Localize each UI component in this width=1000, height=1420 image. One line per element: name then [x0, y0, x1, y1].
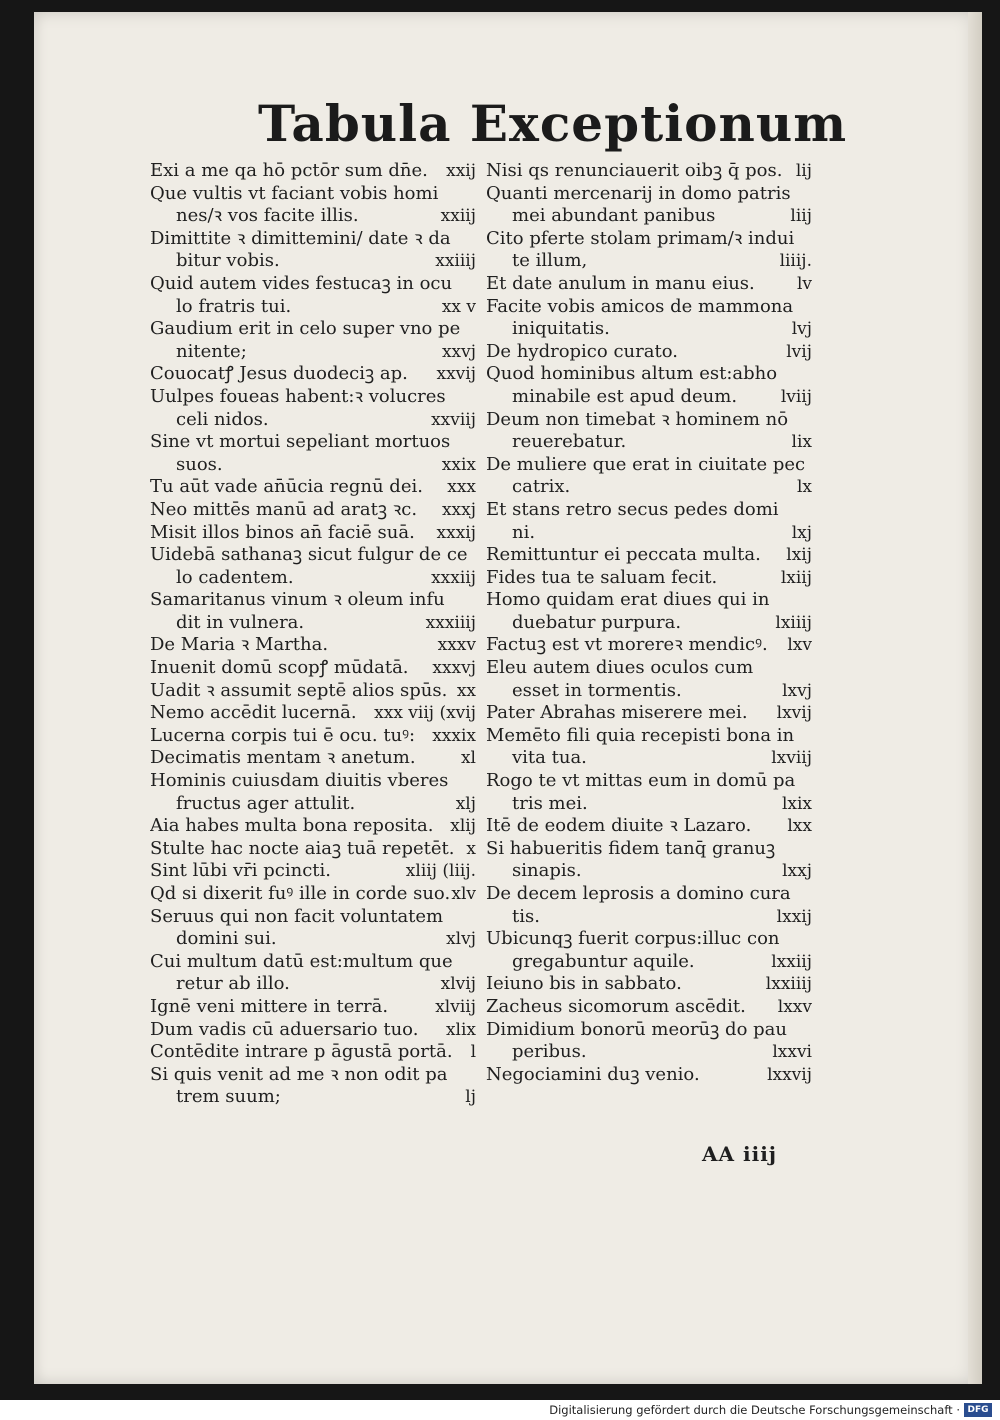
- entry-text: Eleu autem diues oculos cum: [486, 657, 754, 679]
- entry-folio-number: lviij: [780, 386, 812, 407]
- page-edge: [968, 12, 982, 1384]
- index-entry: [486, 702, 812, 725]
- entry-folio-number: xxxj: [441, 499, 476, 520]
- entry-folio-number: lxxv: [777, 996, 812, 1017]
- index-entry: [486, 228, 812, 273]
- index-entry: [150, 702, 476, 725]
- entry-text: Tu aūt vade an̄ūcia regnū dei.: [150, 476, 423, 498]
- index-entry: [150, 476, 476, 499]
- entry-folio-number: xlix: [445, 1019, 476, 1040]
- index-entry: [486, 838, 812, 883]
- entry-text: Rogo te vt mittas eum in domū pa: [486, 770, 796, 792]
- entry-folio-number: lxiij: [780, 567, 812, 588]
- entry-text: Samaritanus vinum ꝛ oleum infu: [150, 589, 445, 611]
- entry-text: Qd̄ si dixerit fuꝰ ille in corde suo.: [150, 883, 451, 904]
- index-entry: [150, 589, 476, 634]
- index-entry: [150, 634, 476, 657]
- index-entry: [150, 160, 476, 183]
- index-entry: [150, 183, 476, 228]
- entry-folio-number: lxv: [787, 635, 812, 656]
- entry-text: Memēto fili quia recepisti bona in: [486, 724, 795, 746]
- funding-notice: Digitalisierung gefördert durch die Deutsche Forschungsgemeinschaft ·: [549, 1403, 960, 1417]
- entry-text: Uidebā sathanaꝫ sicut fulgur de ce: [150, 544, 468, 566]
- entry-text: Quid autem vides festucaꝫ in ocu: [150, 272, 453, 294]
- index-entry: [150, 657, 476, 680]
- index-entry: [150, 1064, 476, 1109]
- entry-folio-number: liij: [790, 206, 812, 227]
- entry-text: Zacheus sicomorum ascēdit.: [486, 995, 746, 1017]
- index-entry: [486, 589, 812, 634]
- entry-text: Itē de eodem diuite ꝛ Lazaro.: [486, 815, 752, 837]
- index-entry: [486, 883, 812, 928]
- entry-text: Fides tua te saluam fecit.: [486, 566, 718, 588]
- index-entry: [150, 906, 476, 951]
- index-entry: [486, 296, 812, 341]
- entry-folio-number: lvij: [786, 341, 812, 362]
- entry-folio-number: lxxvij: [767, 1064, 812, 1085]
- entry-text-continuation: tis.: [512, 905, 540, 927]
- entry-text: Sine vt mortui sepeliant mortuos: [150, 431, 451, 453]
- entry-folio-number: xxxv: [437, 635, 476, 656]
- index-entry: [486, 928, 812, 973]
- entry-text: De muliere que erat in ciuitate pec: [486, 453, 806, 475]
- entry-text: Dum vadis cū aduersario tuo.: [150, 1018, 419, 1040]
- index-entry: [486, 1064, 812, 1087]
- index-entry: [486, 657, 812, 702]
- entry-text: Homo quidam erat diues qui in: [486, 589, 770, 611]
- entry-text: De decem leprosis a domino cura: [486, 883, 791, 904]
- entry-text: Dimidium bonorū meorūꝫ do pau: [486, 1018, 787, 1040]
- entry-folio-number: xlvij: [440, 974, 476, 995]
- index-entry: [150, 386, 476, 431]
- entry-text-continuation: retur ab illo.: [176, 973, 290, 995]
- entry-folio-number: lxj: [791, 522, 812, 543]
- entry-folio-number: xxij: [446, 161, 476, 181]
- index-entry: [486, 454, 812, 499]
- index-entry: [150, 996, 476, 1019]
- entry-text-continuation: esset in tormentis.: [512, 679, 682, 701]
- entry-text: Si quis venit ad me ꝛ non odit pa: [150, 1063, 448, 1085]
- right-column: [486, 160, 812, 1086]
- index-entry: [486, 815, 812, 838]
- entry-text: Et stans retro secus pedes domi: [486, 498, 779, 520]
- entry-text-continuation: dit in vulnera.: [176, 611, 305, 633]
- entry-folio-number: lvj: [791, 319, 812, 340]
- entry-folio-number: xlj: [455, 793, 476, 814]
- left-column: [150, 160, 476, 1109]
- dfg-logo: DFG: [964, 1403, 992, 1417]
- entry-folio-number: liiij.: [779, 251, 812, 272]
- entry-text: De Maria ꝛ Martha.: [150, 634, 329, 656]
- entry-text-continuation: tris mei.: [512, 792, 588, 814]
- entry-text: Ubicunqꝫ fuerit corpus:illuc con: [486, 928, 780, 950]
- entry-text-continuation: lo cadentem.: [176, 566, 294, 588]
- entry-text-continuation: peribus.: [512, 1041, 587, 1063]
- entry-text-continuation: te illum,: [512, 250, 588, 272]
- entry-text: Dimittite ꝛ dimittemini/ date ꝛ da: [150, 227, 451, 249]
- entry-text: Que vultis vt faciant vobis homi: [150, 182, 439, 204]
- index-entry: [150, 680, 476, 703]
- entry-folio-number: l: [470, 1042, 476, 1063]
- entry-folio-number: lxxiiij: [765, 974, 812, 995]
- entry-folio-number: xlij: [450, 816, 476, 837]
- entry-text-continuation: bitur vobis.: [176, 250, 280, 272]
- index-entry: [486, 1019, 812, 1064]
- entry-text: Seruus qui non facit voluntatem: [150, 905, 444, 927]
- entry-folio-number: lxxij: [776, 906, 812, 927]
- index-entry: [486, 363, 812, 408]
- entry-text: Decimatis mentam ꝛ anetum.: [150, 747, 416, 769]
- index-entry: [150, 522, 476, 545]
- footer-bar: [0, 1400, 1000, 1420]
- index-entry: [486, 973, 812, 996]
- entry-text-continuation: lo fratris tui.: [176, 295, 292, 317]
- entry-folio-number: xlv: [451, 884, 476, 904]
- index-entry: [486, 544, 812, 567]
- index-entry: [150, 951, 476, 996]
- entry-text-continuation: iniquitatis.: [512, 318, 610, 340]
- entry-folio-number: xx v: [441, 296, 476, 317]
- entry-text-continuation: nes/ꝛ vos facite illis.: [176, 205, 359, 227]
- entry-folio-number: xlvj: [446, 929, 476, 950]
- entry-text-continuation: domini sui.: [176, 928, 277, 950]
- signature-mark: AA iiij: [702, 1142, 778, 1166]
- entry-folio-number: xlviij: [435, 996, 476, 1017]
- entry-folio-number: xxx viij (xvij: [374, 703, 476, 724]
- entry-text: Neo mittēs manū ad aratꝫ ꝛc.: [150, 498, 418, 520]
- index-entry: [150, 1019, 476, 1042]
- entry-text: Misit illos binos an̄ faciē suā.: [150, 521, 415, 543]
- entry-text-continuation: suos.: [176, 453, 223, 475]
- entry-text: Stulte hac nocte aiaꝫ tuā repetēt.: [150, 837, 455, 859]
- entry-text: Aia habes multa bona reposita.: [150, 815, 434, 837]
- entry-folio-number: xxviij: [431, 409, 476, 430]
- entry-text-continuation: vita tua.: [512, 747, 587, 769]
- index-entry: [150, 815, 476, 838]
- entry-folio-number: lxxvi: [772, 1042, 812, 1063]
- index-entry: [486, 341, 812, 364]
- entry-folio-number: lxvj: [782, 680, 812, 701]
- entry-text: Deum non timebat ꝛ hominem nō: [486, 408, 789, 430]
- entry-text-continuation: ni.: [512, 521, 536, 543]
- entry-text: Et date anulum in manu eius.: [486, 272, 755, 294]
- entry-folio-number: xxiiij: [435, 251, 476, 272]
- index-entry: [150, 770, 476, 815]
- entry-text-continuation: gregabuntur aquile.: [512, 950, 695, 972]
- entry-text: Ignē veni mittere in terrā.: [150, 995, 389, 1017]
- index-entry: [150, 860, 476, 883]
- entry-folio-number: xx: [456, 680, 476, 701]
- entry-text: Uadit ꝛ assumit septē alios spūs.: [150, 679, 448, 701]
- entry-text: Quanti mercenarij in domo patris: [486, 182, 791, 204]
- index-entry: [150, 431, 476, 476]
- entry-text: Remittuntur ei peccata multa.: [486, 544, 761, 566]
- entry-folio-number: xxvij: [436, 364, 476, 385]
- entry-text: Nisi qs renunciauerit oibꝫ q̄ pos.: [486, 160, 783, 181]
- entry-folio-number: xxiij: [440, 206, 476, 227]
- index-entry: [486, 996, 812, 1019]
- index-entry: [150, 725, 476, 748]
- entry-text: Uulpes foueas habent:ꝛ volucres: [150, 385, 446, 407]
- entry-text: Sint lūbi vr̄i pcincti.: [150, 860, 331, 882]
- index-entry: [486, 183, 812, 228]
- index-entry: [150, 499, 476, 522]
- entry-text: Hominis cuiusdam diuitis vberes: [150, 770, 449, 792]
- entry-text-continuation: minabile est apud deum.: [512, 385, 738, 407]
- entry-text-continuation: fructus ager attulit.: [176, 792, 356, 814]
- index-entry: [150, 544, 476, 589]
- entry-text: Contēdite intrare p āgustā portā.: [150, 1041, 453, 1063]
- entry-folio-number: lix: [791, 432, 812, 453]
- entry-text: Gaudium erit in celo super vno pe: [150, 318, 461, 340]
- entry-text: Pater Abrahas miserere mei.: [486, 702, 748, 724]
- index-entry: [486, 567, 812, 590]
- index-entry: [486, 273, 812, 296]
- index-entry: [486, 409, 812, 454]
- index-entry: [150, 1041, 476, 1064]
- entry-folio-number: xliij (liij.: [405, 861, 476, 882]
- entry-text: Negociamini duꝫ venio.: [486, 1063, 700, 1085]
- entry-folio-number: xxxiiij: [425, 612, 476, 633]
- index-entry: [150, 883, 476, 906]
- entry-text: Nemo accēdit lucernā.: [150, 702, 357, 724]
- index-entry: [150, 747, 476, 770]
- entry-text: Cui multum datū est:multum que: [150, 950, 453, 972]
- entry-folio-number: lxiiij: [775, 612, 812, 633]
- index-entry: [486, 499, 812, 544]
- entry-text-continuation: trem suum;: [176, 1086, 281, 1108]
- index-entry: [486, 634, 812, 657]
- entry-folio-number: lxxiij: [771, 951, 812, 972]
- entry-folio-number: xxvj: [441, 341, 476, 362]
- entry-text-continuation: duebatur purpura.: [512, 611, 682, 633]
- index-entry: [486, 160, 812, 183]
- entry-folio-number: xxxix: [432, 725, 476, 746]
- index-entry: [150, 838, 476, 861]
- entry-folio-number: lxxj: [782, 861, 812, 882]
- entry-folio-number: xl: [460, 748, 476, 769]
- entry-text: Exi a me qa hō pctōr sum dn̄e.: [150, 160, 428, 181]
- entry-folio-number: lxvij: [776, 703, 812, 724]
- entry-text: Ieiuno bis in sabbato.: [486, 973, 682, 995]
- entry-text: De hydropico curato.: [486, 340, 678, 362]
- entry-text: Quod hominibus altum est:abho: [486, 363, 778, 385]
- entry-folio-number: lxx: [787, 816, 812, 837]
- index-entry: [486, 725, 812, 770]
- entry-text-continuation: mei abundant panibus: [512, 205, 716, 227]
- entry-text-continuation: reuerebatur.: [512, 431, 627, 453]
- index-entry: [486, 770, 812, 815]
- entry-folio-number: lv: [796, 273, 812, 294]
- entry-text-continuation: sinapis.: [512, 860, 582, 882]
- entry-text: Couocatꝭ Jesus duodeciꝫ ap.: [150, 363, 408, 385]
- index-entry: [150, 318, 476, 363]
- entry-folio-number: lxviij: [771, 748, 812, 769]
- entry-text-continuation: nitente;: [176, 340, 247, 362]
- entry-folio-number: xxxvj: [432, 658, 476, 679]
- entry-text: Si habueritis fidem tanq̄ granuꝫ: [486, 837, 776, 859]
- entry-text-continuation: catrix.: [512, 476, 571, 498]
- entry-text: Facite vobis amicos de mammona: [486, 295, 794, 317]
- entry-text: Inuenit domū scopꝭ mūdatā.: [150, 657, 409, 679]
- entry-text-continuation: celi nidos.: [176, 408, 269, 430]
- entry-folio-number: lx: [796, 477, 812, 498]
- index-entry: [150, 363, 476, 386]
- entry-folio-number: xxix: [441, 454, 476, 475]
- entry-folio-number: xxx: [447, 477, 476, 498]
- entry-text: Cito pferte stolam primam/ꝛ indui: [486, 227, 795, 249]
- entry-folio-number: lxix: [781, 793, 812, 814]
- entry-folio-number: xxxiij: [431, 567, 476, 588]
- entry-folio-number: x: [466, 838, 476, 859]
- entry-text: Factuꝫ est vt morereꝛ mendicꝰ.: [486, 634, 768, 656]
- index-entry: [150, 228, 476, 273]
- entry-folio-number: lxij: [786, 545, 812, 566]
- page-title: Tabula Exceptionum: [258, 94, 848, 153]
- entry-text: Lucerna corpis tui ē ocu. tuꝰ:: [150, 724, 416, 746]
- index-entry: [150, 273, 476, 318]
- entry-folio-number: lj: [465, 1087, 476, 1108]
- entry-folio-number: lij: [795, 161, 812, 181]
- entry-folio-number: xxxij: [436, 522, 476, 543]
